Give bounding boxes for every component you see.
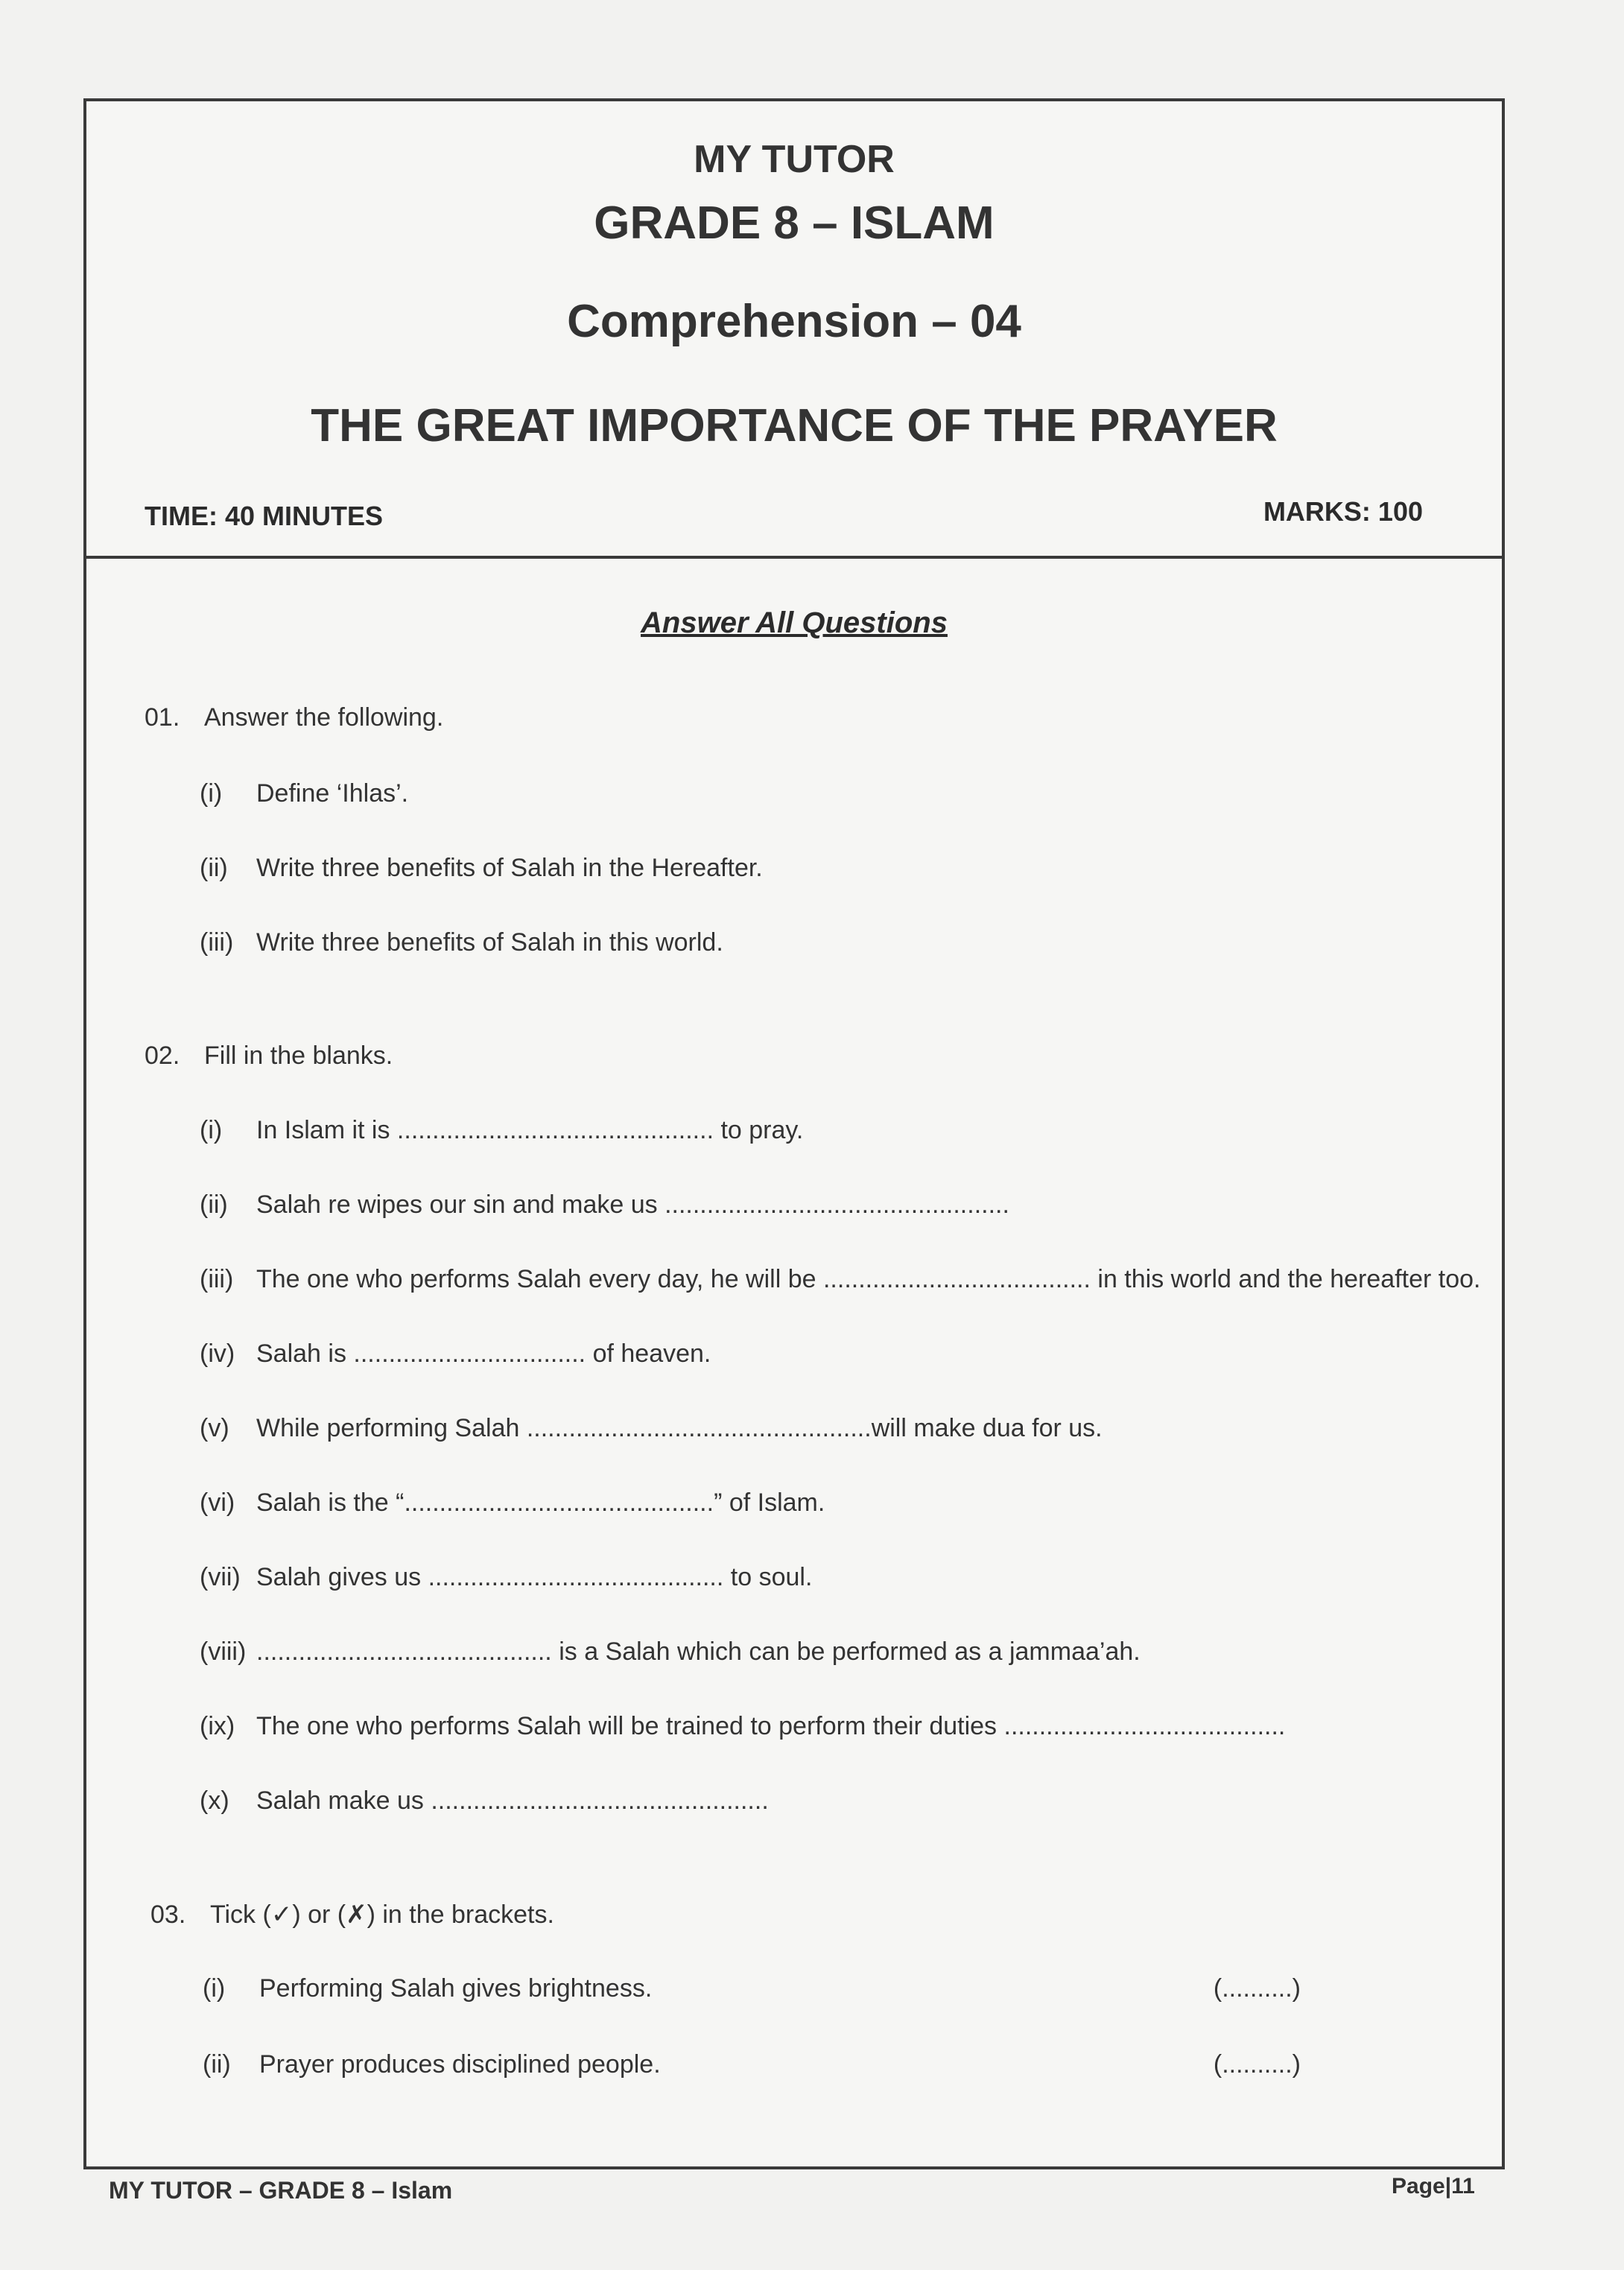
item-text: Salah gives us .......................................... to soul.: [256, 1563, 813, 1591]
question-number: 01.: [145, 703, 180, 732]
list-item: [200, 1786, 769, 1816]
item-number: (x): [200, 1786, 229, 1815]
item-text: Write three benefits of Salah in the Hereafter.: [256, 854, 763, 882]
question-text: Tick (✓) or (✗) in the brackets.: [210, 1900, 554, 1929]
question-text: Fill in the blanks.: [204, 1042, 393, 1070]
list-item: [200, 1414, 1103, 1443]
instruction: Answer All Questions: [641, 606, 948, 639]
item-text: Salah is the “............................................” of Islam.: [256, 1489, 825, 1517]
item-text: In Islam it is ............................................. to pray.: [256, 1116, 804, 1144]
item-number: (ix): [200, 1712, 235, 1740]
list-item: [203, 2050, 661, 2079]
item-number: (i): [200, 779, 223, 808]
item-number: (vii): [200, 1563, 241, 1591]
item-text: Performing Salah gives brightness.: [259, 1974, 653, 2003]
item-number: (viii): [200, 1637, 247, 1666]
item-text: While performing Salah .................................................will make dua for us.: [256, 1414, 1103, 1442]
marks-label: MARKS: 100: [1263, 496, 1423, 527]
question-1: [145, 703, 443, 732]
list-item: [200, 928, 723, 957]
question-3: [150, 1900, 554, 1930]
list-item: [200, 1712, 1285, 1741]
list-item: [200, 1637, 1141, 1667]
item-number: (ii): [200, 854, 228, 882]
item-text: The one who performs Salah every day, he will be ...................................... in this world and the hereafter too.: [256, 1265, 1481, 1293]
list-item: [203, 1974, 652, 2003]
page-number: Page|11: [1392, 2174, 1475, 2198]
question-number: 03.: [150, 1900, 186, 1929]
list-item: [200, 1489, 825, 1518]
item-text: Prayer produces disciplined people.: [259, 2050, 661, 2079]
item-text: Salah re wipes our sin and make us .................................................: [256, 1191, 1009, 1219]
item-text: Write three benefits of Salah in this world.: [256, 928, 723, 957]
item-text: Define ‘Ihlas’.: [256, 779, 409, 808]
item-number: (vi): [200, 1489, 235, 1517]
list-item: [200, 1191, 1009, 1220]
list-item: [200, 854, 763, 883]
item-number: (iii): [200, 1265, 234, 1293]
list-item: [200, 1340, 711, 1369]
header-title: MY TUTOR: [694, 138, 895, 181]
list-item: [200, 779, 408, 808]
list-item: [200, 1116, 803, 1145]
item-number: (i): [200, 1116, 223, 1144]
header-grade: GRADE 8 – ISLAM: [594, 197, 995, 249]
question-number: 02.: [145, 1042, 180, 1070]
item-text: The one who performs Salah will be trained to perform their duties ........................................: [256, 1712, 1286, 1740]
item-text: Salah make us ................................................: [256, 1786, 769, 1815]
item-number: (i): [203, 1974, 226, 2003]
item-number: (v): [200, 1414, 229, 1442]
exam-sheet: [83, 98, 1505, 2169]
list-item: [200, 1563, 812, 1592]
question-2: [145, 1042, 393, 1071]
footer-title: MY TUTOR – GRADE 8 – Islam: [109, 2177, 453, 2204]
item-text: .......................................... is a Salah which can be performed as a jammaa’ah.: [256, 1637, 1141, 1666]
question-text: Answer the following.: [204, 703, 444, 732]
header-comprehension: Comprehension – 04: [567, 296, 1021, 347]
time-label: TIME: 40 MINUTES: [145, 501, 384, 531]
answer-bracket[interactable]: (..........): [1213, 2050, 1301, 2079]
list-item: [200, 1265, 1480, 1294]
item-number: (iv): [200, 1340, 235, 1368]
item-number: (iii): [200, 928, 234, 957]
item-number: (ii): [200, 1191, 228, 1219]
item-text: Salah is ................................. of heaven.: [256, 1340, 711, 1368]
header-topic: THE GREAT IMPORTANCE OF THE PRAYER: [311, 400, 1278, 451]
answer-bracket[interactable]: (..........): [1213, 1974, 1301, 2003]
header-box: [86, 101, 1502, 559]
item-number: (ii): [203, 2050, 231, 2079]
